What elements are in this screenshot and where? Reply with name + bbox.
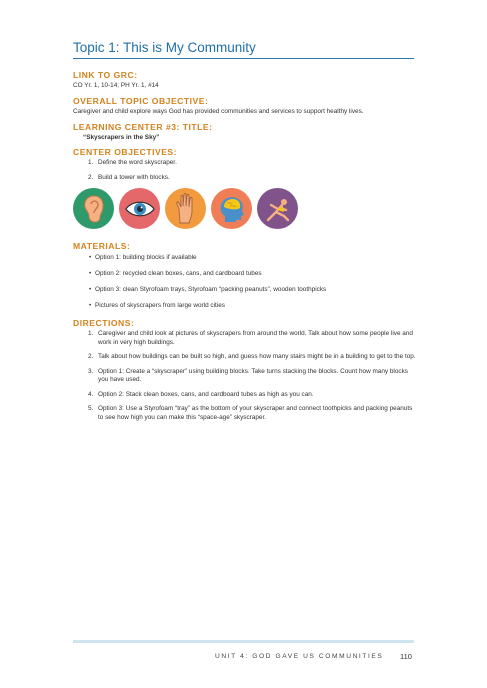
- learning-center-section: [73, 122, 418, 141]
- objective-section: [73, 96, 418, 116]
- link-text: CO Yr. 1, 10-14; PH Yr. 1, #14: [73, 82, 159, 89]
- head-icon: [211, 188, 252, 229]
- page-title: Topic 1: This is My Community: [73, 40, 256, 55]
- list-item: 4. Option 2: Stack clean boxes, cans, and cardboard tubes as high as you can.: [88, 390, 314, 398]
- link-heading: LINK TO GRC:: [73, 70, 138, 80]
- list-item: • Option 3: clean Styrofoam trays, Styrofoam “packing peanuts”, wooden toothpicks: [89, 286, 327, 293]
- center-objectives-section: [73, 147, 418, 182]
- list-item: 1. Define the word skyscraper.: [88, 159, 177, 166]
- center-objectives-heading: CENTER OBJECTIVES:: [73, 147, 178, 157]
- list-item: 5. Option 3: Use a Styrofoam “tray” as the bottom of your skyscraper and connect toothpicks and packing peanuts to see how high you can make this “space-age” skyscraper.: [88, 405, 413, 421]
- learning-center-title: “Skyscrapers in the Sky”: [83, 134, 160, 141]
- body-movement-icon: [257, 188, 298, 229]
- list-item: 2. Build a tower with blocks.: [88, 173, 170, 181]
- eye-icon: [119, 188, 160, 229]
- materials-list: [73, 254, 418, 311]
- directions-section: [73, 318, 418, 422]
- materials-heading: MATERIALS:: [73, 241, 131, 251]
- link-section: [73, 70, 418, 90]
- directions-list: [73, 330, 418, 422]
- senses-icons-row: [73, 188, 418, 229]
- objective-heading: OVERALL TOPIC OBJECTIVE:: [73, 96, 209, 106]
- list-item: • Pictures of skyscrapers from large world cities: [89, 302, 225, 309]
- title-divider: [73, 58, 414, 59]
- list-item: 3. Option 1: Create a “skyscraper” using building blocks. Take turns stacking the blocks. Count how many blocks you have used.: [88, 367, 408, 383]
- list-item: • Option 2: recycled clean boxes, cans, and cardboard tubes: [89, 270, 262, 277]
- list-item: 1. Caregiver and child look at pictures of skyscrapers from around the world. Talk about how some people live and work in very high buildings.: [88, 330, 413, 346]
- footer-divider: [73, 640, 414, 643]
- directions-heading: DIRECTIONS:: [73, 318, 135, 328]
- hand-icon: [165, 188, 206, 229]
- page-number: 110: [400, 652, 412, 661]
- ear-icon: [73, 188, 114, 229]
- list-item: 2. Talk about how buildings can be built so high, and guess how many stairs might be in a building to get to the top.: [88, 353, 416, 360]
- objective-text: Caregiver and child explore ways God has provided communities and services to support healthy lives.: [73, 108, 364, 115]
- list-item: • Option 1: building blocks if available: [89, 254, 197, 261]
- center-objectives-list: [73, 159, 418, 182]
- learning-center-heading: LEARNING CENTER #3: TITLE:: [73, 122, 213, 132]
- page-content: [73, 70, 418, 428]
- footer-unit-title: UNIT 4: GOD GAVE US COMMUNITIES: [215, 653, 384, 660]
- materials-section: [73, 241, 418, 311]
